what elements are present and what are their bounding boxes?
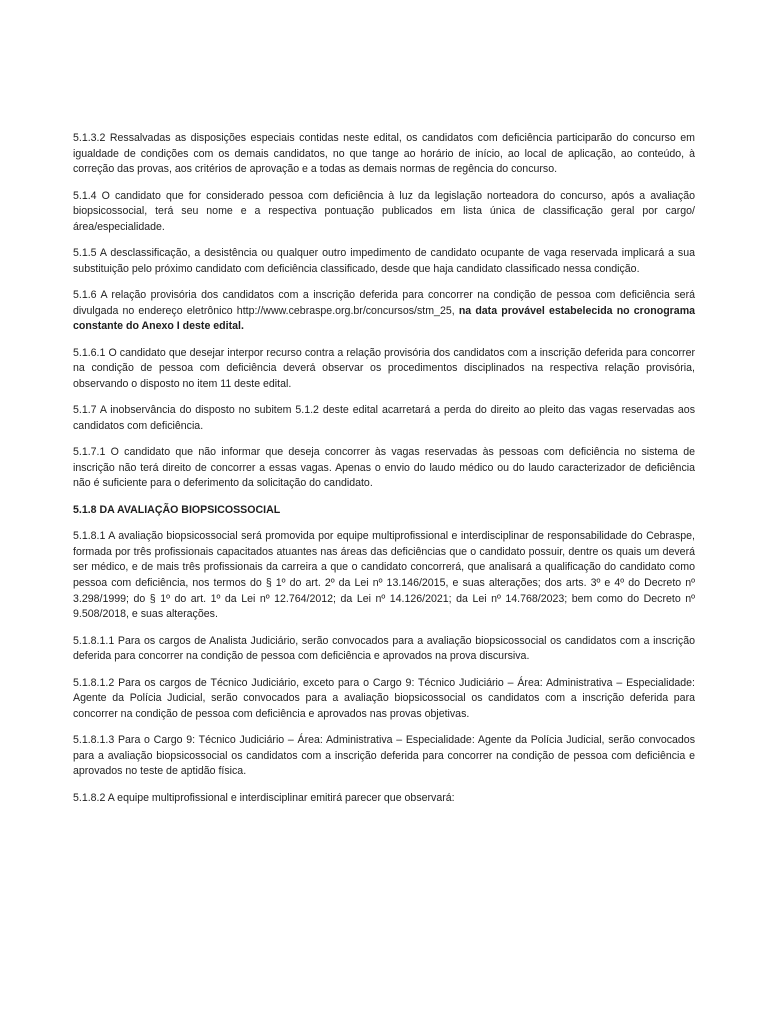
paragraph-bold-text: na data provável estabelecida no cronograma constante do Anexo I deste edital. bbox=[73, 304, 695, 333]
paragraph-5-1-5 bbox=[73, 246, 695, 277]
paragraph-5-1-6-1 bbox=[73, 346, 695, 393]
paragraph-text: 5.1.7.1 O candidato que não informar que deseja concorrer às vagas reservadas às pessoas com deficiência no sistema de inscrição não terá direito de concorrer a essas vagas. Apenas o envio do laudo médico ou do laudo caracterizador de deficiência não é suficiente para o deferimento da solicitação do candidato. bbox=[73, 446, 695, 490]
paragraph-text: 5.1.4 O candidato que for considerado pessoa com deficiência à luz da legislação norteadora do concurso, após a avaliação biopsicossocial, terá seu nome e a respectiva pontuação publicados em lista única de classificação geral por cargo/área/especialidade. bbox=[73, 189, 695, 233]
paragraph-text: 5.1.3.2 Ressalvadas as disposições especiais contidas neste edital, os candidatos com deficiência participarão do concurso em igualdade de condições com os demais candidatos, no que tange ao horário de início, ao local de aplicação, ao conteúdo, à correção das provas, aos critérios de aprovação e a todas as demais normas de regência do concurso. bbox=[73, 132, 695, 176]
paragraphs-after-heading bbox=[73, 529, 695, 806]
paragraph-text: 5.1.6 A relação provisória dos candidatos com a inscrição deferida para concorrer na condição de pessoa com deficiência será divulgada no endereço eletrônico http://www.cebraspe.org.br/concursos/stm_25, bbox=[73, 289, 695, 317]
paragraph-5-1-8-2 bbox=[73, 791, 695, 807]
paragraph-5-1-7-1 bbox=[73, 445, 695, 492]
paragraph-5-1-4 bbox=[73, 189, 695, 236]
paragraph-text: 5.1.8.1.2 Para os cargos de Técnico Judiciário, exceto para o Cargo 9: Técnico Judiciário – Área: Administrativa – Especialidade: Agente da Polícia Judicial, serão convocados para a avaliação biopsicossocial os candidatos com a inscrição deferida para concorrer na condição de pessoa com deficiência e aprovados nas provas objetivas. bbox=[73, 676, 695, 720]
paragraph-5-1-3-2 bbox=[73, 131, 695, 178]
paragraph-5-1-8-1-2 bbox=[73, 676, 695, 723]
paragraph-text: 5.1.8.2 A equipe multiprofissional e interdisciplinar emitirá parecer que observará: bbox=[73, 791, 455, 804]
section-heading: 5.1.8 DA AVALIAÇÃO BIOPSICOSSOCIAL bbox=[73, 503, 281, 516]
paragraph-5-1-6 bbox=[73, 288, 695, 335]
paragraph-text: 5.1.5 A desclassificação, a desistência ou qualquer outro impedimento de candidato ocupante de vaga reservada implicará a sua substituição pelo próximo candidato com deficiência classificado, desde que haja candidato classificado nessa condição. bbox=[73, 247, 695, 275]
paragraph-text: 5.1.6.1 O candidato que desejar interpor recurso contra a relação provisória dos candidatos com a inscrição deferida para concorrer na condição de pessoa com deficiência deverá observar os procedimentos disciplinados na respectiva relação provisória, observando o disposto no item 11 deste edital. bbox=[73, 346, 695, 390]
paragraph-5-1-8-1 bbox=[73, 529, 695, 623]
paragraph-text: 5.1.8.1.3 Para o Cargo 9: Técnico Judiciário – Área: Administrativa – Especialidade: Agente da Polícia Judicial, serão convocados para a avaliação biopsicossocial os candidatos com a inscrição deferida para concorrer na condição de pessoa com deficiência e aprovados no teste de aptidão física. bbox=[73, 734, 695, 778]
paragraph-text: 5.1.7 A inobservância do disposto no subitem 5.1.2 deste edital acarretará a perda do direito ao pleito das vagas reservadas aos candidatos com deficiência. bbox=[73, 404, 695, 432]
paragraph-5-1-8-1-3 bbox=[73, 733, 695, 780]
paragraph-5-1-7 bbox=[73, 403, 695, 434]
paragraphs-before-heading bbox=[73, 131, 695, 492]
paragraph-5-1-8-1-1 bbox=[73, 634, 695, 665]
paragraph-text: 5.1.8.1.1 Para os cargos de Analista Judiciário, serão convocados para a avaliação biopsicossocial os candidatos com a inscrição deferida para concorrer na condição de pessoa com deficiência e aprovados na prova discursiva. bbox=[73, 634, 695, 663]
document-body bbox=[73, 131, 695, 817]
paragraph-text: 5.1.8.1 A avaliação biopsicossocial será promovida por equipe multiprofissional e interdisciplinar de responsabilidade do Cebraspe, formada por três profissionais capacitados atuantes nas áreas das deficiências que o candidato possuir, dentre os quais um deverá ser médico, e de mais três profissionais da carreira a que o candidato concorrerá, que analisará a qualificação do candidato como pessoa com deficiência, nos termos do § 1º do art. 2º da Lei nº 13.146/2015, e suas alterações; dos arts. 3º e 4º do Decreto nº 3.298/1999; do § 1º do art. 1º da Lei nº 12.764/2012; da Lei nº 14.126/2021; da Lei nº 14.768/2023; bem como do Decreto nº 9.508/2018, e suas alterações. bbox=[73, 530, 695, 621]
